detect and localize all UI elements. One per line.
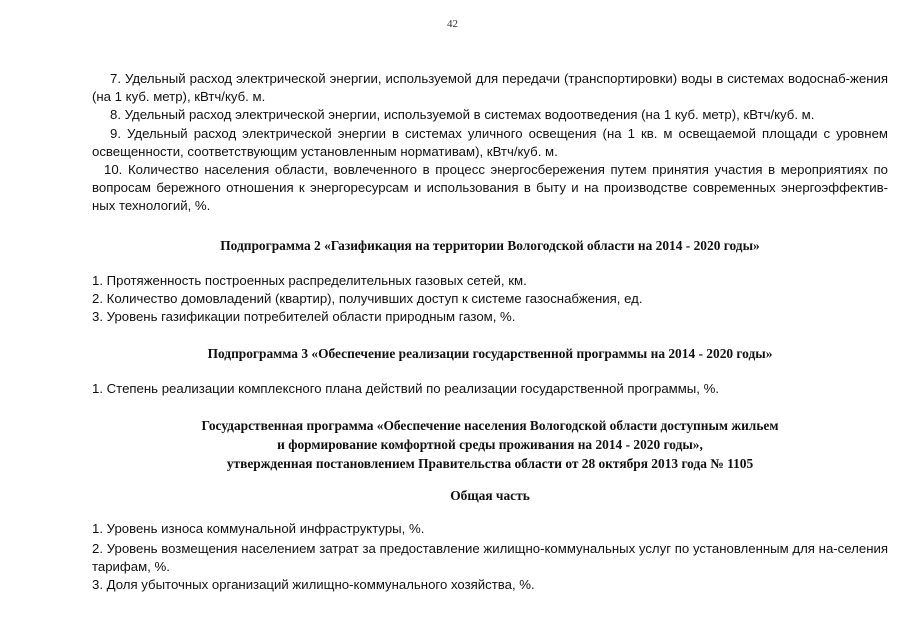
list-item (92, 125, 888, 161)
subsection-heading: Общая часть (450, 488, 530, 503)
list-item-text: 1. Степень реализации комплексного плана действий по реализации государственной программы, %. (92, 381, 719, 396)
list-item (92, 272, 888, 290)
list-item (92, 540, 888, 576)
list-item (92, 290, 888, 308)
list-item-text: 1. Уровень износа коммунальной инфраструктуры, %. (92, 521, 425, 536)
list-item (92, 106, 888, 124)
list-item-text: 10. Количество населения области, вовлеченного в процесс энергосбережения путем принятия участия в мероприятиях по вопросам бережного отношения к энергоресурсам и использования в быту и на производстве современных энергоэффектив-ных технологий, %. (92, 162, 888, 213)
section-heading: Подпрограмма 3 «Обеспечение реализации государственной программы на 2014 - 2020 годы» (207, 346, 773, 361)
list-item-text: 9. Удельный расход электрической энергии в системах уличного освещения (на 1 кв. м освещаемой площади с уровнем освещенности, соответствующим установленным нормативам), кВтч/куб. м. (92, 126, 888, 159)
list-item (92, 308, 888, 326)
page-number: 42 (447, 18, 458, 30)
list-item (92, 576, 888, 594)
list-item-text: 7. Удельный расход электрической энергии, используемой для передачи (транспортировки) воды в системах водоснаб-жения (на 1 куб. метр), кВтч/куб. м. (92, 71, 888, 104)
list-item (92, 161, 888, 215)
program-heading (92, 416, 888, 473)
list-item-text: 8. Удельный расход электрической энергии, используемой в системах водоотведения (на 1 куб. метр), кВтч/куб. м. (110, 107, 815, 122)
list-item-text: 3. Уровень газификации потребителей области природным газом, %. (92, 309, 516, 324)
program-heading-line: утвержденная постановлением Правительства области от 28 октября 2013 года № 1105 (226, 456, 754, 471)
list-item-text: 2. Уровень возмещения населением затрат за предоставление жилищно-коммунальных услуг по установленным для на-селения тарифам, %. (92, 541, 888, 574)
program-heading-line: и формирование комфортной среды проживания на 2014 - 2020 годы», (277, 437, 703, 452)
section-heading: Подпрограмма 2 «Газификация на территории Вологодской области на 2014 - 2020 годы» (220, 238, 760, 253)
program-heading-line: Государственная программа «Обеспечение населения Вологодской области доступным жильем (201, 418, 779, 433)
list-item-text: 2. Количество домовладений (квартир), получивших доступ к системе газоснабжения, ед. (92, 291, 643, 306)
list-item (92, 380, 888, 398)
list-item-text: 3. Доля убыточных организаций жилищно-коммунального хозяйства, %. (92, 577, 535, 592)
list-item (92, 520, 888, 538)
list-item (92, 70, 888, 106)
list-item-text: 1. Протяженность построенных распределительных газовых сетей, км. (92, 273, 527, 288)
